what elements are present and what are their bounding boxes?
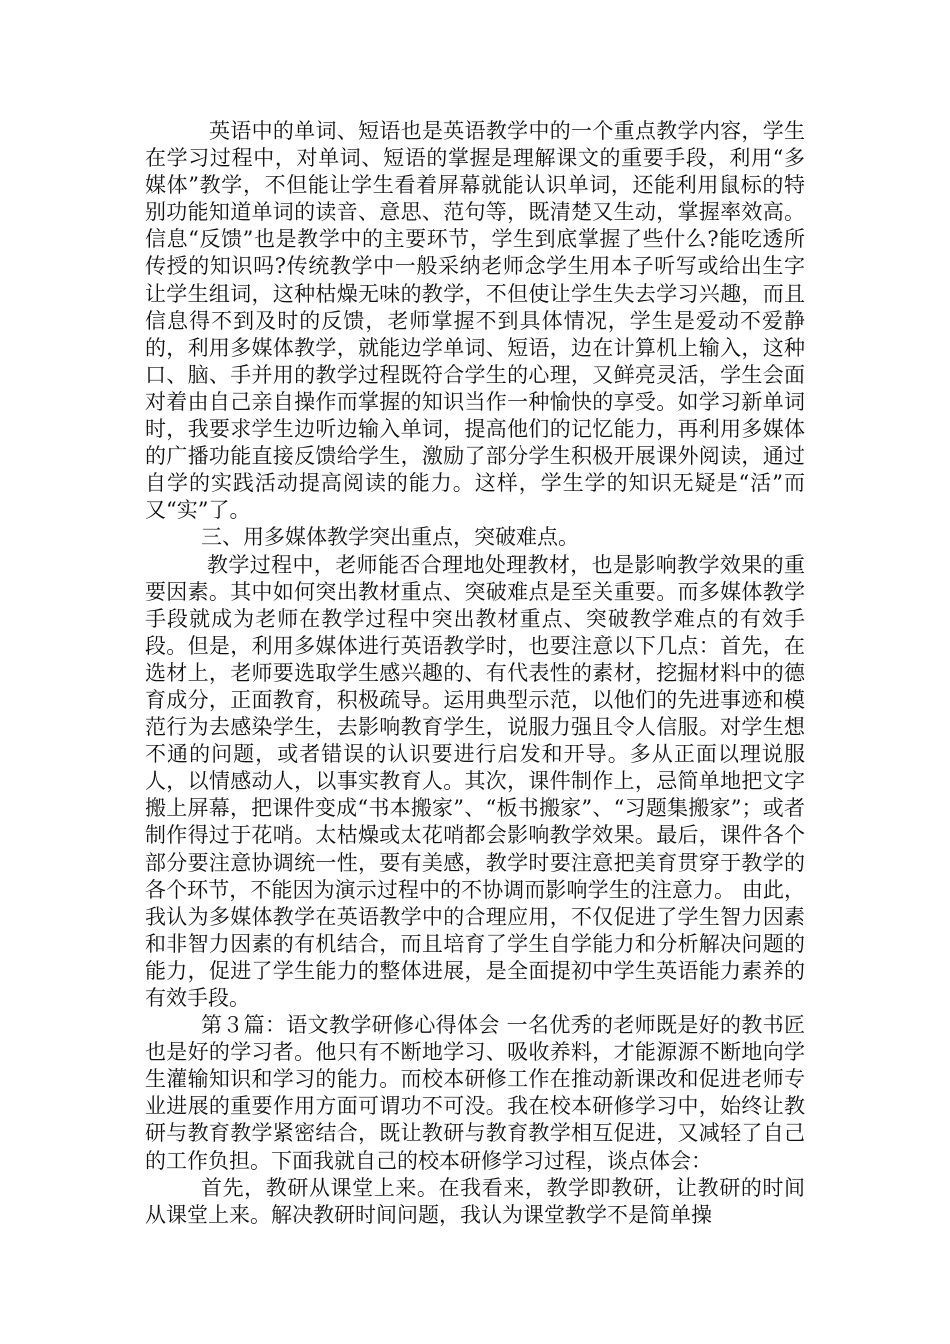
paragraph-key-points: 教学过程中，老师能否合理地处理教材，也是影响教学效果的重要因素。其中如何突出教材重点、突破难点是至关重要。而多媒体教学手段就成为老师在教学过程中突出教材重点、突破教学难点的有效手段。但是，利用多媒体进行英语教学时，也要注意以下几点：首先，在选材上，老师要选取学生感兴趣的、有代表性的素材，挖掘材料中的德育成分，正面教育，积极疏导。运用典型示范，以他们的先进事迹和模范行为去感染学生，去影响教育学生，说服力强且令人信服。对学生想不通的问题，或者错误的认识要进行启发和开导。多从正面以理说服人，以情感动人，以事实教育人。其次，课件制作上，忌简单地把文字搬上屏幕，把课件变成“书本搬家”、“板书搬家”、“习题集搬家”；或者制作得过于花哨。太枯燥或太花哨都会影响教学效果。最后，课件各个部分要注意协调统一性，要有美感，教学时要注意把美育贯穿于教学的各个环节，不能因为演示过程中的不协调而影响学生的注意力。 由此，我认为多媒体教学在英语教学中的合理应用，不仅促进了学生智力因素和非智力因素的有机结合，而且培育了学生自学能力和分析解决问题的能力，促进了学生能力的整体进展，是全面提初中学生英语能力素养的有效手段。 bbox=[145, 552, 805, 1010]
section-heading-three: 三、用多媒体教学突出重点，突破难点。 bbox=[201, 525, 579, 550]
paragraph-first-point: 首先，教研从课堂上来。在我看来，教学即教研，让教研的时间从课堂上来。解决教研时间问题，我认为课堂教学不是简单操 bbox=[145, 1175, 805, 1227]
paragraph-vocabulary: 英语中的单词、短语也是英语教学中的一个重点教学内容，学生在学习过程中，对单词、短语的掌握是理解课文的重要手段，利用“多媒体”教学，不但能让学生看着屏幕就能认识单词，还能利用鼠标的特别功能知道单词的读音、意思、范句等，既清楚又生动，掌握率效高。信息“反馈”也是教学中的主要环节，学生到底掌握了些什么?能吃透所传授的知识吗?传统教学中一般采纳老师念学生用本子听写或给出生字让学生组词，这种枯燥无味的教学，不但使让学生失去学习兴趣，而且信息得不到及时的反馈，老师掌握不到具体情况，学生是爱动不爱静的，利用多媒体教学，就能边学单词、短语，边在计算机上输入，这种口、脑、手并用的教学过程既符合学生的心理，又鲜亮灵活，学生会面对着由自己亲自操作而掌握的知识当作一种愉快的享受。如学习新单词 时，我要求学生边听边输入单词，提高他们的记忆能力，再利用多媒体的广播功能直接反馈给学生，激励了部分学生积极开展课外阅读，通过自学的实践活动提高阅读的能力。这样，学生学的知识无疑是“活”而又“实”了。 bbox=[145, 119, 805, 523]
document-body bbox=[145, 118, 805, 1229]
paragraph-article-three: 第３篇：语文教学研修心得体会 一名优秀的老师既是好的教书匠也是好的学习者。他只有不断地学习、吸收养料，才能源源不断地向学生灌输知识和学习的能力。而校本研修工作在推动新课改和促进老师专业进展的重要作用方面可谓功不可没。我在校本研修学习中，始终让教研与教育教学紧密结合，既让教研与教育教学相互促进，又减轻了自己的工作负担。下面我就自己的校本研修学习过程，谈点体会： bbox=[145, 1013, 805, 1173]
